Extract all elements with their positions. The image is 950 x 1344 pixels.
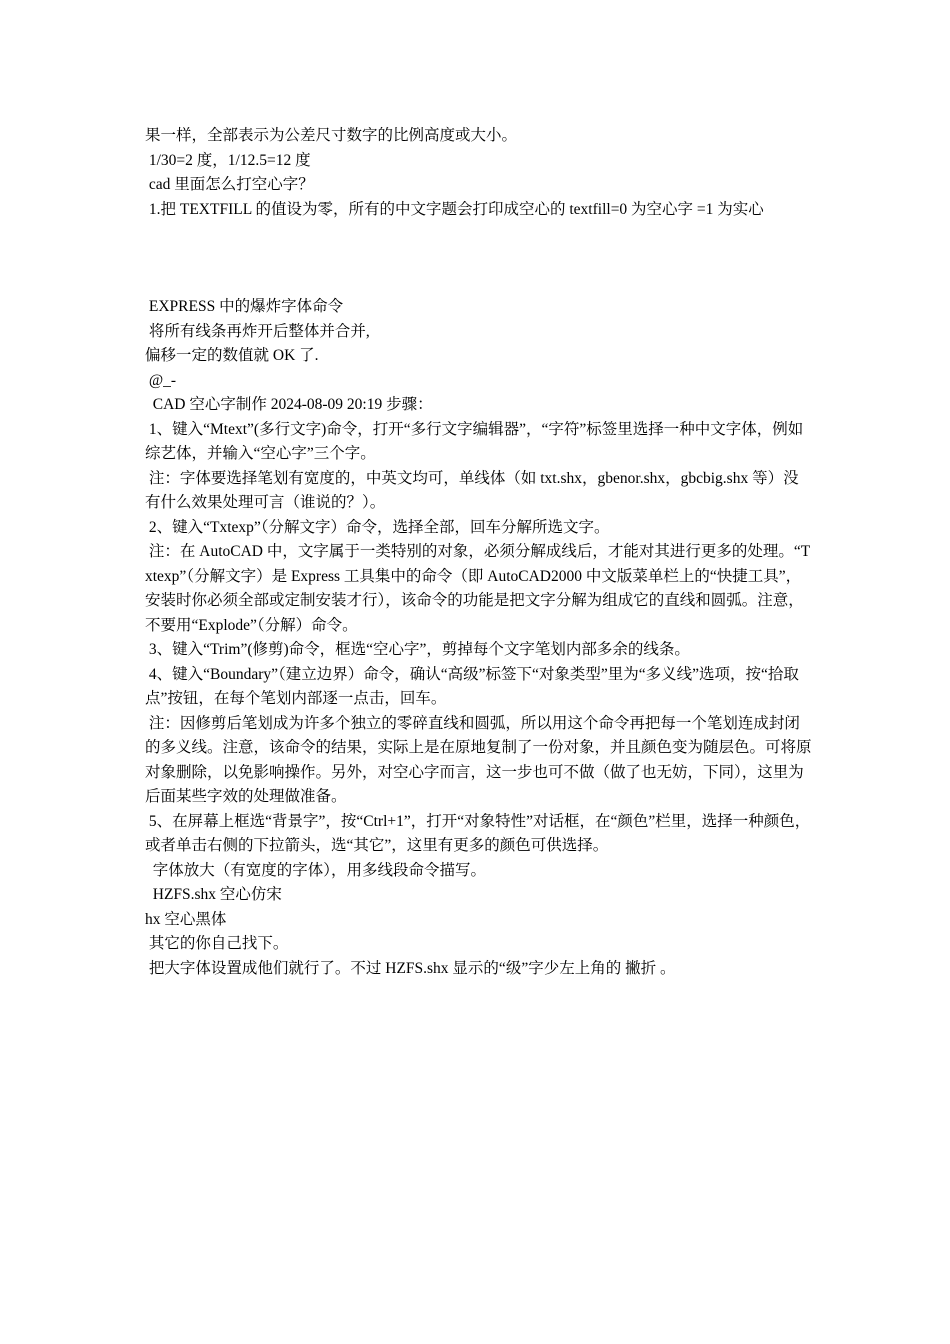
text-line: 偏移一定的数值就 OK 了. <box>145 347 319 364</box>
text-line: 其它的你自己找下。 <box>145 935 289 952</box>
blank-space <box>145 222 813 295</box>
text-line: 字体放大（有宽度的字体），用多线段命令描写。 <box>145 861 487 879</box>
text-line: 3、键入“Trim”(修剪)命令，框选“空心字”，剪掉每个文字笔划内部多余的线条。 <box>145 641 690 658</box>
text-line: 果一样，全部表示为公差尺寸数字的比例高度或大小。 <box>145 127 518 144</box>
text-line: 4、键入“Boundary”（建立边界）命令，确认“高级”标签下“对象类型”里为“多义线”选项，按“拾取点”按钮，在每个笔划内部逐一点击，回车。 <box>145 665 799 707</box>
document-body <box>145 124 813 981</box>
text-line: cad 里面怎么打空心字？ <box>145 176 314 193</box>
text-line: CAD 空心字制作 2024-08-09 20:19 步骤： <box>145 396 433 413</box>
text-line: HZFS.shx 空心仿宋 <box>145 886 282 903</box>
text-line: 注：因修剪后笔划成为许多个独立的零碎直线和圆弧，所以用这个命令再把每一个笔划连成封闭的多义线。注意，该命令的结果，实际上是在原地复制了一份对象，并且颜色变为随层色。可将原对象删除，以免影响操作。另外，对空心字而言，这一步也可不做（做了也无妨，下同），这里为后面某些字效的处理做准备。 <box>145 714 812 805</box>
text-line: 1、键入“Mtext”(多行文字)命令，打开“多行文字编辑器”，“字符”标签里选择一种中文字体，例如综艺体，并输入“空心字”三个字。 <box>145 420 804 462</box>
text-line: EXPRESS 中的爆炸字体命令 <box>145 298 344 315</box>
text-line: 1.把 TEXTFILL 的值设为零，所有的中文字题会打印成空心的 textfill=0 为空心字 =1 为实心 <box>145 200 764 218</box>
text-line: @_- <box>145 371 177 389</box>
text-line: hx 空心黑体 <box>145 910 227 928</box>
text-line: 把大字体设置成他们就行了。不过 HZFS.shx 显示的“级”字少左上角的 撇折 。 <box>145 959 676 977</box>
text-line: 1/30=2 度，1/12.5=12 度 <box>145 151 311 169</box>
text-line: 注：字体要选择笔划有宽度的，中英文均可，单线体（如 txt.shx，gbenor.shx，gbcbig.shx 等）没有什么效果处理可言（谁说的？）。 <box>145 469 799 511</box>
text-line: 注：在 AutoCAD 中，文字属于一类特别的对象，必须分解成线后，才能对其进行更多的处理。“Txtexp”（分解文字）是 Express 工具集中的命令（即 AutoCAD2000 中文版菜单栏上的“快捷工具”，安装时你必须全部或定制安装才行），该命令的功能是把文字分解为组成它的直线和圆弧。注意，不要用“Explode”（分解）命令。 <box>145 543 811 634</box>
text-line: 将所有线条再炸开后整体并合并, <box>145 322 370 340</box>
text-line: 2、键入“Txtexp”（分解文字）命令，选择全部，回车分解所选文字。 <box>145 518 610 536</box>
text-line: 5、在屏幕上框选“背景字”，按“Ctrl+1”，打开“对象特性”对话框，在“颜色”栏里，选择一种颜色，或者单击右侧的下拉箭头，选“其它”，这里有更多的颜色可供选择。 <box>145 812 811 854</box>
